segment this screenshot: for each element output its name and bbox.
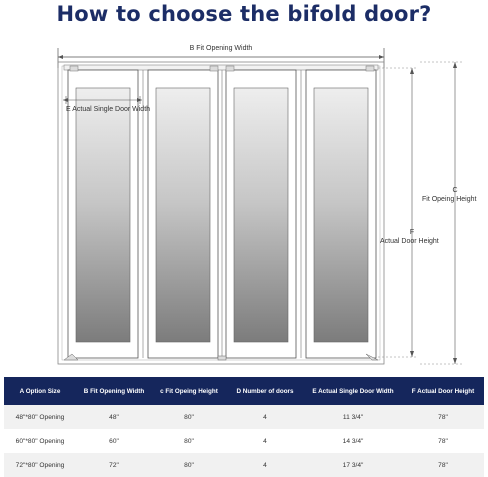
table-row — [4, 405, 484, 429]
size-spec-table — [4, 377, 484, 477]
table-cell: 11 3/4" — [304, 405, 402, 429]
page-title: How to choose the bifold door? — [56, 2, 432, 26]
f-dimension-letter: F — [409, 229, 415, 236]
table-cell: 78" — [402, 405, 484, 429]
table-cell: 48" — [76, 405, 152, 429]
top-track — [64, 65, 378, 70]
table-row — [4, 453, 484, 477]
b-dimension-label: B Fit Opening Width — [189, 45, 253, 52]
table-cell: 80" — [152, 429, 226, 453]
table-cell: 80" — [152, 453, 226, 477]
e-dimension-label: E Actual Single Door Width — [66, 106, 151, 113]
table-cell: 72" — [76, 453, 152, 477]
table-cell: 4 — [226, 405, 304, 429]
column-header: c Fit Opeing Height — [152, 377, 226, 405]
table-row — [4, 429, 484, 453]
door-drawing — [0, 38, 488, 370]
table-cell: 48"*80" Opening — [4, 405, 76, 429]
door-panel-1 — [68, 70, 138, 358]
table-cell: 4 — [226, 429, 304, 453]
table-cell: 14 3/4" — [304, 429, 402, 453]
table-cell: 72"*80" Opening — [4, 453, 76, 477]
table-cell: 78" — [402, 453, 484, 477]
door-panel-2 — [148, 70, 218, 358]
table-cell: 78" — [402, 429, 484, 453]
door-panel-4 — [306, 70, 376, 358]
table-cell: 4 — [226, 453, 304, 477]
column-header: F Actual Door Height — [402, 377, 484, 405]
column-header: E Actual Single Door Width — [304, 377, 402, 405]
table-cell: 80" — [152, 405, 226, 429]
door-panel-3 — [226, 70, 296, 358]
table-cell: 60" — [76, 429, 152, 453]
column-header: B Fit Opening Width — [76, 377, 152, 405]
table-cell: 60"*80" Opening — [4, 429, 76, 453]
table-header-row — [4, 377, 484, 405]
column-header: D Number of doors — [226, 377, 304, 405]
door-diagram — [0, 38, 488, 370]
c-dimension-letter: C — [452, 187, 458, 194]
f-dimension-label: Actual Door Height — [380, 238, 439, 245]
c-dimension-line — [420, 62, 462, 364]
table-cell: 17 3/4" — [304, 453, 402, 477]
column-header: A Option Size — [4, 377, 76, 405]
c-dimension-label: Fit Opeing Height — [422, 196, 477, 203]
